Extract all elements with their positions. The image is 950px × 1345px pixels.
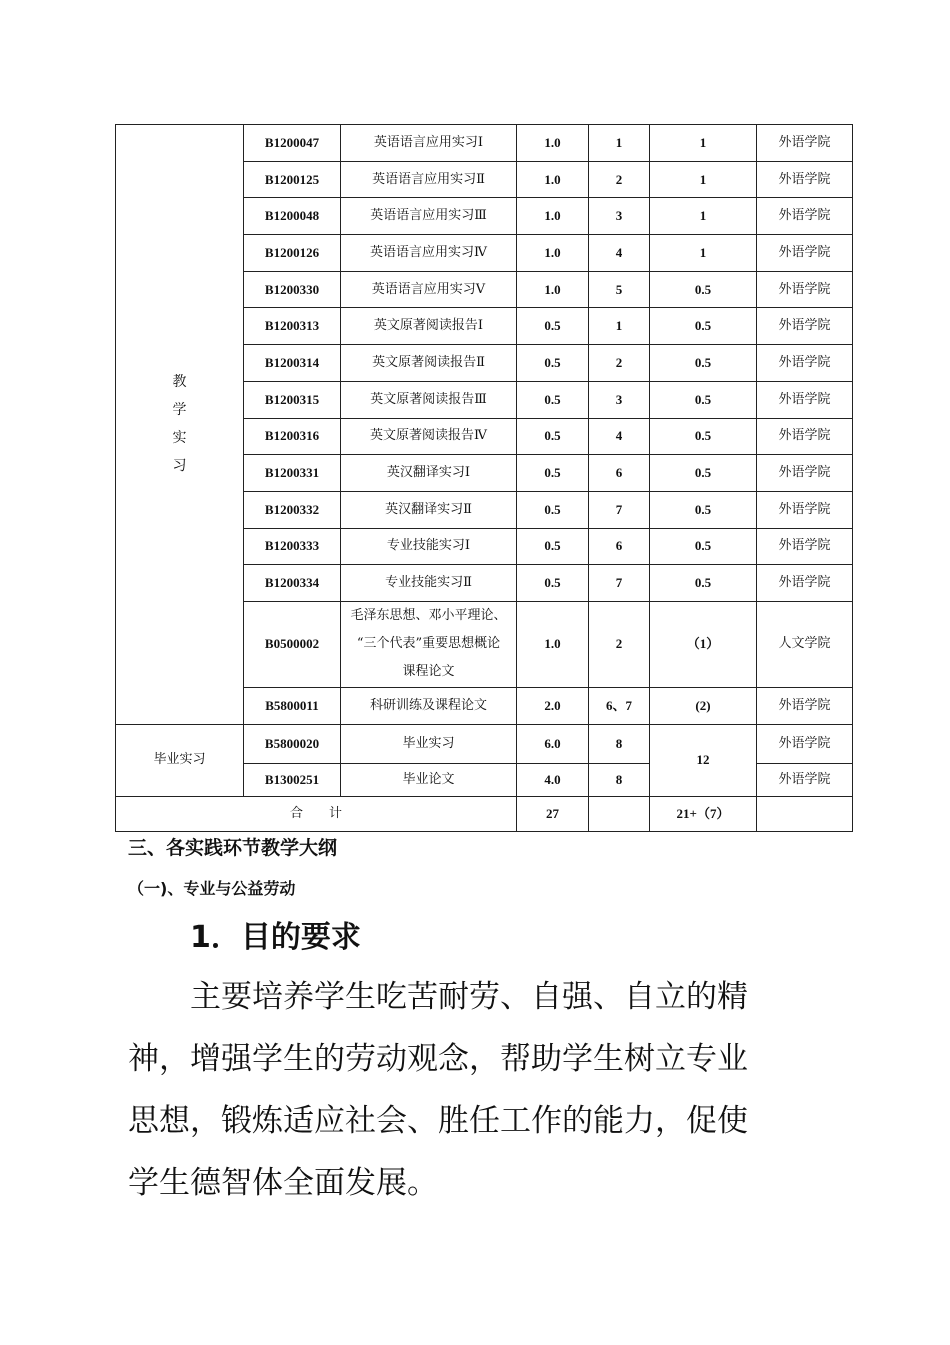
credits-cell: 1.0 (517, 125, 589, 162)
department-cell: 外语学院 (757, 198, 853, 235)
course-code-cell: B1200126 (244, 235, 341, 272)
credits-cell: 2.0 (517, 687, 589, 724)
course-name-line: 毛泽东思想、邓小平理论、 (350, 608, 507, 624)
course-code-cell: B1300251 (244, 763, 341, 796)
course-name-cell: 毕业论文 (341, 763, 517, 796)
credits-cell: 6.0 (517, 724, 589, 763)
weeks-cell: 12 (650, 724, 757, 796)
semester-cell: 7 (589, 491, 650, 528)
weeks-cell: （1） (650, 601, 757, 687)
department-cell: 外语学院 (757, 455, 853, 492)
course-code-cell: B1200313 (244, 308, 341, 345)
course-name-cell (341, 601, 517, 687)
credits-cell: 0.5 (517, 308, 589, 345)
weeks-cell: 1 (650, 125, 757, 162)
course-name-cell: 英语语言应用实习Ⅳ (341, 235, 517, 272)
course-name-cell: 英汉翻译实习Ⅱ (341, 491, 517, 528)
semester-cell: 7 (589, 565, 650, 602)
semester-cell: 4 (589, 418, 650, 455)
credits-cell: 4.0 (517, 763, 589, 796)
credits-cell: 0.5 (517, 418, 589, 455)
semester-cell: 6 (589, 455, 650, 492)
course-code-cell: B1200315 (244, 381, 341, 418)
course-code-cell: B5800011 (244, 687, 341, 724)
department-cell: 外语学院 (757, 345, 853, 382)
credits-cell: 0.5 (517, 565, 589, 602)
course-name-cell: 科研训练及课程论文 (341, 687, 517, 724)
table-body (116, 125, 853, 832)
group-label-teaching: 教学实习 (172, 374, 187, 475)
course-name-cell: 专业技能实习Ⅰ (341, 528, 517, 565)
course-code-cell: B0500002 (244, 601, 341, 687)
course-name-cell: 英文原著阅读报告Ⅱ (341, 345, 517, 382)
weeks-cell: (2) (650, 687, 757, 724)
course-code-cell: B1200332 (244, 491, 341, 528)
total-label-cell: 合 计 (116, 796, 517, 831)
department-cell: 外语学院 (757, 418, 853, 455)
course-code-cell: B1200048 (244, 198, 341, 235)
course-name-cell: 英文原著阅读报告Ⅲ (341, 381, 517, 418)
semester-cell: 4 (589, 235, 650, 272)
credits-cell: 0.5 (517, 345, 589, 382)
semester-cell: 8 (589, 763, 650, 796)
course-code-cell: B5800020 (244, 724, 341, 763)
semester-cell: 3 (589, 381, 650, 418)
weeks-cell: 1 (650, 161, 757, 198)
course-name-cell: 英语语言应用实习Ⅴ (341, 271, 517, 308)
weeks-cell: 0.5 (650, 491, 757, 528)
course-code-cell: B1200047 (244, 125, 341, 162)
total-credits-cell: 27 (517, 796, 589, 831)
semester-cell: 1 (589, 125, 650, 162)
semester-cell: 2 (589, 601, 650, 687)
course-code-cell: B1200330 (244, 271, 341, 308)
department-cell: 外语学院 (757, 308, 853, 345)
department-cell: 外语学院 (757, 763, 853, 796)
course-name-cell: 英文原著阅读报告Ⅰ (341, 308, 517, 345)
weeks-cell: 0.5 (650, 271, 757, 308)
credits-cell: 1.0 (517, 271, 589, 308)
course-code-cell: B1200125 (244, 161, 341, 198)
weeks-cell: 0.5 (650, 418, 757, 455)
department-cell: 外语学院 (757, 271, 853, 308)
semester-cell: 8 (589, 724, 650, 763)
semester-cell: 3 (589, 198, 650, 235)
course-name-cell: 英语语言应用实习Ⅰ (341, 125, 517, 162)
table-row (116, 125, 853, 162)
course-name-cell: 专业技能实习Ⅱ (341, 565, 517, 602)
credits-cell: 0.5 (517, 528, 589, 565)
course-name-cell: 英文原著阅读报告Ⅳ (341, 418, 517, 455)
weeks-cell: 0.5 (650, 381, 757, 418)
group-cell-teaching (116, 125, 244, 725)
department-cell: 外语学院 (757, 381, 853, 418)
semester-cell: 1 (589, 308, 650, 345)
course-name-line: 课程论文 (402, 664, 455, 680)
weeks-cell: 0.5 (650, 308, 757, 345)
practice-course-table (115, 124, 853, 832)
department-cell: 外语学院 (757, 491, 853, 528)
credits-cell: 0.5 (517, 491, 589, 528)
weeks-cell: 0.5 (650, 345, 757, 382)
credits-cell: 0.5 (517, 381, 589, 418)
semester-cell: 6 (589, 528, 650, 565)
weeks-cell: 1 (650, 235, 757, 272)
course-code-cell: B1200314 (244, 345, 341, 382)
weeks-cell: 0.5 (650, 455, 757, 492)
department-cell: 外语学院 (757, 235, 853, 272)
total-weeks-cell: 21+（7） (650, 796, 757, 831)
group-cell-graduation: 毕业实习 (116, 724, 244, 796)
department-cell: 外语学院 (757, 724, 853, 763)
credits-cell: 1.0 (517, 198, 589, 235)
weeks-cell: 0.5 (650, 565, 757, 602)
course-name-cell: 英语语言应用实习Ⅲ (341, 198, 517, 235)
department-cell: 外语学院 (757, 565, 853, 602)
semester-cell: 2 (589, 161, 650, 198)
credits-cell: 1.0 (517, 161, 589, 198)
table-row (116, 724, 853, 763)
course-name-line: “三个代表”重要思想概论 (356, 636, 501, 652)
semester-cell: 6、7 (589, 687, 650, 724)
course-code-cell: B1200331 (244, 455, 341, 492)
department-cell: 外语学院 (757, 687, 853, 724)
department-cell: 人文学院 (757, 601, 853, 687)
empty-cell (589, 796, 650, 831)
course-code-cell: B1200334 (244, 565, 341, 602)
subsection-title: （一)、专业与公益劳动 (128, 879, 296, 898)
credits-cell: 1.0 (517, 235, 589, 272)
section-title: 三、各实践环节教学大纲 (128, 837, 338, 859)
total-row (116, 796, 853, 831)
course-code-cell: B1200333 (244, 528, 341, 565)
weeks-cell: 1 (650, 198, 757, 235)
department-cell: 外语学院 (757, 161, 853, 198)
semester-cell: 2 (589, 345, 650, 382)
weeks-cell: 0.5 (650, 528, 757, 565)
body-paragraph (128, 966, 778, 1214)
credits-cell: 0.5 (517, 455, 589, 492)
course-name-cell: 英汉翻译实习Ⅰ (341, 455, 517, 492)
paragraph-text: 主要培养学生吃苦耐劳、自强、自立的精神，增强学生的劳动观念，帮助学生树立专业思想，锻炼适应社会、胜任工作的能力，促使学生德智体全面发展。 (128, 979, 748, 1201)
department-cell: 外语学院 (757, 125, 853, 162)
semester-cell: 5 (589, 271, 650, 308)
department-cell: 外语学院 (757, 528, 853, 565)
course-name-cell: 毕业实习 (341, 724, 517, 763)
course-name-cell: 英语语言应用实习Ⅱ (341, 161, 517, 198)
item-title: 1．目的要求 (190, 920, 361, 955)
empty-cell (757, 796, 853, 831)
course-code-cell: B1200316 (244, 418, 341, 455)
credits-cell: 1.0 (517, 601, 589, 687)
